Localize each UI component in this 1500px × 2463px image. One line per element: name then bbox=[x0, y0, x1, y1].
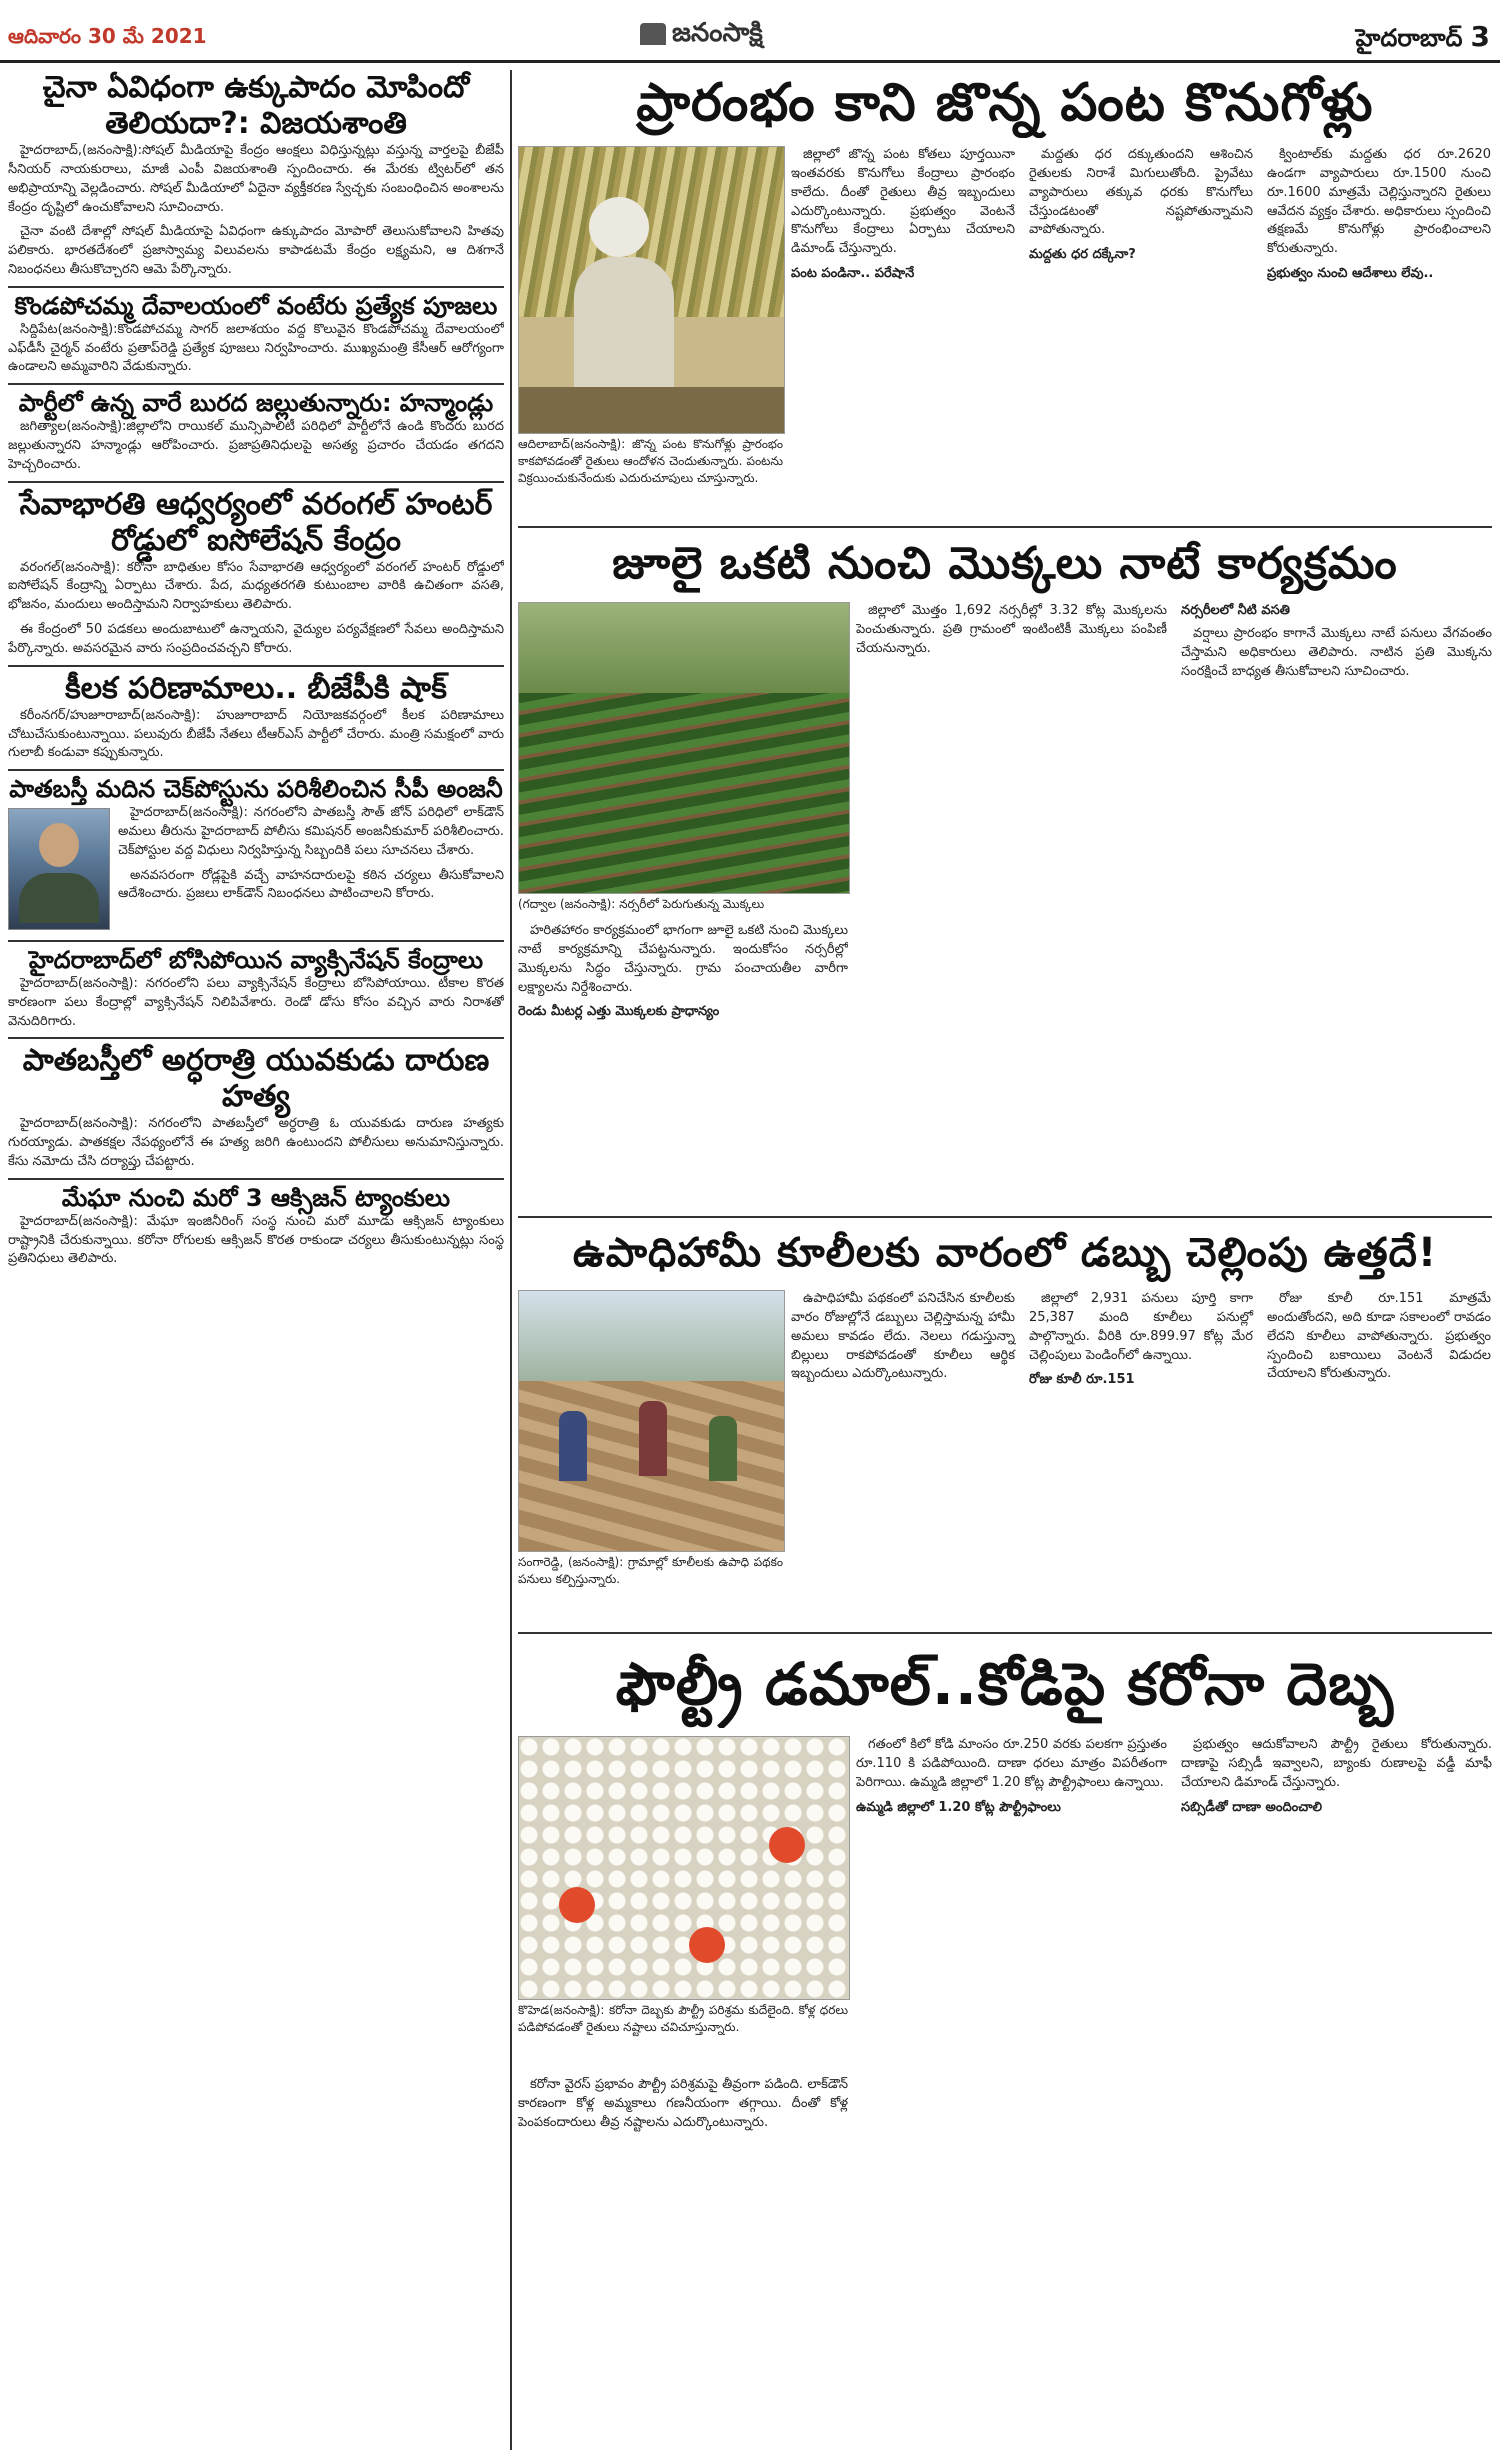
ground-icon bbox=[519, 387, 784, 433]
article-vaccination bbox=[8, 940, 504, 1031]
article-headline: మేఘా నుంచి మరో 3 ఆక్సిజన్‌ ట్యాంకులు bbox=[61, 1183, 451, 1212]
article-body bbox=[8, 1115, 504, 1172]
article-sevabharati bbox=[8, 481, 504, 659]
article-paragraph: రోజు కూలీ రూ.151 మాత్రమే అందుతోందని, అది కూడా సకాలంలో రావడం లేదని కూలీలు వాపోతున్నారు. ప్రభుత్వం స్పందించి బకాయిలు వెంటనే విడుదల చేయాలని కోరుతున్నారు. bbox=[1267, 1291, 1491, 1382]
farmer-turban-icon bbox=[589, 197, 649, 257]
article-body bbox=[791, 1290, 1491, 1392]
article-paragraph: ఈ కేంద్రంలో 50 పడకలు అందుబాటులో ఉన్నాయని, వైద్యుల పర్యవేక్షణలో సేవలు అందిస్తామని పేర్కొన్నారు. అవసరమైన వారు సంప్రదించవచ్చని కోరారు. bbox=[8, 622, 504, 656]
article-paragraph: హైదరాబాద్‌(జనంసాక్షి): మేఘా ఇంజినీరింగ్‌ సంస్థ నుంచి మరో మూడు ఆక్సిజన్‌ ట్యాంకులు రాష్ట్రానికి చేరుకున్నాయి. కరోనా రోగులకు ఆక్సిజన్‌ కొరత రాకుండా చర్యలు తీసుకుంటున్నట్లు సంస్థ ప్రతినిధులు తెలిపారు. bbox=[8, 1213, 504, 1267]
article-paragraph: జిల్లాలో 2,931 పనులు పూర్తి కాగా 25,387 మంది కూలీలు పనుల్లో పాల్గొన్నారు. వీరికి రూ.899.97 కోట్ల మేర చెల్లింపులు పెండింగ్‌లో ఉన్నాయి. bbox=[1029, 1291, 1253, 1363]
article-headline: జూలై ఒకటి నుంచి మొక్కలు నాటే కార్యక్రమం bbox=[612, 538, 1398, 589]
photo-caption: (గద్వాల (జనంసాక్షి): నర్సరీలో పెరుగుతున్న మొక్కలు bbox=[518, 897, 765, 911]
article-body bbox=[8, 418, 504, 475]
jonna-body bbox=[791, 146, 1491, 521]
farmer-body-icon bbox=[574, 257, 674, 387]
nursery-photo bbox=[518, 602, 850, 894]
photo-caption: సంగారెడ్డి, (జనంసాక్షి): గ్రామాల్లో కూలీలకు ఉపాధి పథకం పనులు కల్పిస్తున్నారు. bbox=[518, 1555, 783, 1586]
article-paragraph: జగిత్యాల(జనంసాక్షి):జిల్లాలోని రాయికల్‌ మున్సిపాలిటీ పరిధిలో పార్టీలోనే ఉండి కొందరు బురద జల్లుతున్నారని హన్మాండ్లు ఆరోపించారు. ప్రజాప్రతినిధులపై అసత్య ప్రచారం చేయడం తగదని హెచ్చరించారు. bbox=[8, 419, 504, 472]
article-paragraph: వర్షాలు ప్రారంభం కాగానే మొక్కలు నాటే పనులు వేగవంతం చేస్తామని అధికారులు తెలిపారు. నాటిన ప్రతి మొక్కను సంరక్షించే బాధ్యత తీసుకోవాలని సూచించారు. bbox=[1181, 625, 1492, 679]
trees-background-icon bbox=[519, 603, 849, 693]
article-paragraph: చైనా వంటి దేశాల్లో సోషల్‌ మీడియాపై ఏవిధంగా ఉక్కుపాదం మోపారో తెలుసుకోవాలని హితవు పలికారు. భారతదేశంలో ప్రజాస్వామ్య విలువలను కాపాడటమే కేంద్రం లక్ష్యమని, ఆ దిశగానే నిబంధనలు తీసుకొచ్చారని ఆమె పేర్కొన్నారు. bbox=[8, 224, 504, 278]
jonna-farmer-photo bbox=[518, 146, 785, 434]
article-body bbox=[518, 922, 848, 1022]
article-body bbox=[856, 1736, 1492, 1821]
mokkalu-headline-block bbox=[518, 534, 1492, 594]
edition-city bbox=[1356, 20, 1490, 58]
worker-figure-icon bbox=[639, 1401, 667, 1476]
article-paragraph: గతంలో కిలో కోడి మాంసం రూ.250 వరకు పలకగా ప్రస్తుతం రూ.110 కి పడిపోయింది. దాణా ధరలు మాత్రం విపరీతంగా పెరిగాయి. ఉమ్మడి జిల్లాలో 1.20 కోట్ల పౌల్ట్రీఫాంలు ఉన్నాయి. bbox=[856, 1737, 1167, 1790]
mokkalu-body-right bbox=[856, 602, 1492, 1210]
article-body bbox=[8, 142, 504, 280]
article-megha bbox=[8, 1178, 504, 1269]
article-hanmandlu bbox=[8, 383, 504, 474]
person-head-icon bbox=[39, 823, 79, 867]
article-paragraph: కరీంనగర్‌/హుజూరాబాద్‌(జనంసాక్షి): హుజూరాబాద్‌ నియోజకవర్గంలో కీలక పరిణామాలు చోటుచేసుకుంటున్నాయి. పలువురు బీజేపీ నేతలు టీఆర్‌ఎస్‌ పార్టీలో చేరారు. మంత్రి సమక్షంలో వారు గులాబీ కండువా కప్పుకున్నారు. bbox=[8, 707, 504, 761]
jonna-headline-block bbox=[518, 68, 1492, 138]
article-murder bbox=[8, 1037, 504, 1172]
article-headline: ఉపాధిహామీ కూలీలకు వారంలో డబ్బు చెల్లింపు ఉత్తదే! bbox=[572, 1230, 1438, 1276]
article-paragraph: జిల్లాలో మొత్తం 1,692 నర్సరీల్లో 3.32 కోట్ల మొక్కలను పెంచుతున్నారు. ప్రతి గ్రామంలో ఇంటింటికీ మొక్కలు పంపిణీ చేయనున్నారు. bbox=[856, 603, 1167, 656]
masthead-title: జనంసాక్షి bbox=[672, 18, 763, 48]
page-number: 3 bbox=[1470, 20, 1490, 53]
article-headline: పాతబస్తీలో అర్ధరాత్రి యువకుడు దారుణ హత్య bbox=[22, 1043, 490, 1115]
article-headline: పార్టీలో ఉన్న వారే బురద జల్లుతున్నారు: హన్మాండ్లు bbox=[18, 389, 494, 418]
article-body bbox=[8, 707, 504, 764]
article-kondapochamma bbox=[8, 286, 504, 377]
upadhi-headline-block bbox=[518, 1222, 1492, 1284]
article-subhead: రోజు కూలీ రూ.151 bbox=[1029, 1372, 1135, 1388]
section-divider bbox=[518, 1216, 1492, 1218]
masthead-logo-icon bbox=[640, 23, 666, 45]
article-headline: ప్రారంభం కాని జొన్న పంట కొనుగోళ్లు bbox=[636, 73, 1374, 133]
article-headline: ఫౌల్ట్రీ డమాల్‌..కోడిపై కరోనా దెబ్బ bbox=[615, 1650, 1395, 1718]
masthead bbox=[640, 18, 763, 54]
article-subhead: సబ్సిడీతో దాణా అందించాలి bbox=[1181, 1799, 1323, 1815]
article-paragraph: కరోనా వైరస్‌ ప్రభావం పౌల్ట్రీ పరిశ్రమపై తీవ్రంగా పడింది. లాక్‌డౌన్‌ కారణంగా కోళ్ల అమ్మకాలు గణనీయంగా తగ్గాయి. దీంతో కోళ్ల పెంపకందారులు తీవ్ర నష్టాలను ఎదుర్కొంటున్నారు. bbox=[518, 2077, 848, 2130]
page-header bbox=[0, 8, 1500, 63]
article-paragraph: హైదరాబాద్‌,(జనంసాక్షి):సోషల్‌ మీడియాపై కేంద్రం ఆంక్షలు విధిస్తున్నట్లు వస్తున్న వార్తలపై బీజేపీ సీనియర్‌ నాయకురాలు, మాజీ ఎంపీ విజయశాంతి స్పందించారు. ఈ మేరకు ట్విటర్‌లో తన అభిప్రాయాన్ని వెల్లడించారు. సోషల్‌ మీడియాలో ఏదైనా వ్యక్తీకరణ స్వేచ్ఛకు సంబంధించిన అంశాలను కేంద్రం దృష్టిలో ఉంచుకోవాలని సూచించారు. bbox=[8, 143, 504, 215]
article-paragraph: క్వింటాల్‌కు మద్దతు ధర రూ.2620 ఉండగా వ్యాపారులు రూ.1500 నుంచి రూ.1600 మాత్రమే చెల్లిస్తున్నారని రైతులు ఆవేదన వ్యక్తం చేశారు. అధికారులు స్పందించి తక్షణమే కొనుగోళ్లు ప్రారంభించాలని కోరుతున్నారు. bbox=[1267, 147, 1491, 257]
person-body-icon bbox=[19, 873, 99, 923]
article-paragraph: ప్రభుత్వం ఆదుకోవాలని పౌల్ట్రీ రైతులు కోరుతున్నారు. దాణాపై సబ్సిడీ ఇవ్వాలని, బ్యాంకు రుణాలపై వడ్డీ మాఫీ చేయాలని డిమాండ్‌ చేస్తున్నారు. bbox=[1181, 1737, 1492, 1790]
article-subhead: మద్దతు ధర దక్కేనా? bbox=[1029, 247, 1136, 263]
upadhi-body bbox=[791, 1290, 1491, 1626]
red-feeder-icon bbox=[769, 1827, 805, 1863]
article-headline: కొండపోచమ్మ దేవాలయంలో వంటేరు ప్రత్యేక పూజలు bbox=[14, 291, 498, 320]
poultry-headline-block bbox=[518, 1640, 1492, 1728]
poultry-body-left bbox=[518, 2076, 848, 2456]
article-body bbox=[791, 146, 1491, 284]
issue-date: ఆదివారం 30 మే 2021 bbox=[8, 24, 207, 48]
upadhi-caption bbox=[518, 1554, 783, 1626]
article-subhead: పంట పండినా.. పరేషానే bbox=[791, 266, 915, 282]
worker-figure-icon bbox=[559, 1411, 587, 1481]
article-paragraph: మద్దతు ధర దక్కుతుందని ఆశించిన రైతులకు నిరాశే మిగులుతోంది. ప్రైవేటు వ్యాపారులు తక్కువ ధరకు కొనుగోలు చేస్తుండటంతో నష్టపోతున్నామని వాపోతున్నారు. bbox=[1029, 147, 1253, 238]
article-paragraph: హైదరాబాద్‌(జనంసాక్షి): నగరంలోని పలు వ్యాక్సినేషన్‌ కేంద్రాలు బోసిపోయాయి. టీకాల కొరత కారణంగా పలు కేంద్రాల్లో వ్యాక్సినేషన్‌ నిలిపివేశారు. రెండో డోసు కోసం వచ్చిన వారు నిరాశతో వెనుదిరిగారు. bbox=[8, 975, 504, 1029]
article-headline: హైదరాబాద్‌లో బోసిపోయిన వ్యాక్సినేషన్‌ కేంద్రాలు bbox=[28, 946, 484, 975]
column-divider bbox=[510, 70, 512, 2450]
article-paragraph: హైదరాబాద్‌(జనంసాక్షి): నగరంలోని పాతబస్తీ సౌత్‌ జోన్‌ పరిధిలో లాక్‌డౌన్‌ అమలు తీరును హైదరాబాద్‌ పోలీసు కమిషనర్‌ అంజనీకుమార్‌ పరిశీలించారు. చెక్‌పోస్టుల వద్ద విధులు నిర్వహిస్తున్న సిబ్బందికి పలు సూచనలు చేశారు. bbox=[118, 805, 504, 858]
article-paragraph: వరంగల్‌(జనంసాక్షి): కరోనా బాధితుల కోసం సేవాభారతి ఆధ్వర్యంలో వరంగల్‌ హంటర్‌ రోడ్డులో ఐసోలేషన్‌ కేంద్రాన్ని ఏర్పాటు చేశారు. పేద, మధ్యతరగతి కుటుంబాల వారికి ఉచితంగా వసతి, భోజనం, మందులు అందిస్తామని నిర్వాహకులు తెలిపారు. bbox=[8, 559, 504, 613]
article-subhead: నర్సరీలలో నీటి వసతి bbox=[1181, 603, 1290, 618]
article-paragraph: హైదరాబాద్‌(జనంసాక్షి): నగరంలోని పాతబస్తీలో అర్ధరాత్రి ఓ యువకుడు దారుణ హత్యకు గురయ్యాడు. పాతకక్షల నేపథ్యంలోనే ఈ హత్య జరిగి ఉంటుందని పోలీసులు అనుమానిస్తున్నారు. కేసు నమోదు చేసి దర్యాప్తు చేపట్టారు. bbox=[8, 1116, 504, 1170]
article-paragraph: అనవసరంగా రోడ్లపైకి వచ్చే వాహనదారులపై కఠిన చర్యలు తీసుకోవాలని ఆదేశించారు. ప్రజలు లాక్‌డౌన్‌ నిబంధనలు పాటించాలని కోరారు. bbox=[118, 867, 504, 902]
article-paragraph: ఉపాధిహామీ పథకంలో పనిచేసిన కూలీలకు వారం రోజుల్లోనే డబ్బులు చెల్లిస్తామన్న హామీ అమలు కావడం లేదు. నెలలు గడుస్తున్నా బిల్లులు రాకపోవడంతో కూలీలు ఆర్థిక ఇబ్బందులు ఎదుర్కొంటున్నారు. bbox=[791, 1291, 1015, 1382]
article-headline: సేవాభారతి ఆధ్వర్యంలో వరంగల్‌ హంటర్‌ రోడ్డులో ఐసోలేషన్‌ కేంద్రం bbox=[19, 486, 493, 558]
article-subhead: ఉమ్మడి జిల్లాలో 1.20 కోట్ల పౌల్ట్రీఫాంలు bbox=[856, 1799, 1061, 1815]
photo-caption: ఆదిలాబాద్‌(జనంసాక్షి): జొన్న పంట కొనుగోళ్లు ప్రారంభం కాకపోవడంతో రైతులు ఆందోళన చెందుతున్నారు. పంటను విక్రయించుకునేందుకు ఎదురుచూపులు చూస్తున్నారు. bbox=[518, 437, 783, 485]
seedling-rows-icon bbox=[519, 693, 849, 893]
chickens-crowd-icon bbox=[519, 1737, 849, 1999]
section-divider bbox=[518, 1632, 1492, 1634]
article-paragraph: హరితహారం కార్యక్రమంలో భాగంగా జూలై ఒకటి నుంచి మొక్కలు నాటే కార్యక్రమాన్ని చేపట్టనున్నారు. ఇందుకోసం నర్సరీల్లో మొక్కలను సిద్ధం చేస్తున్నారు. గ్రామ పంచాయతీల వారీగా లక్ష్యాలను నిర్దేశించారు. bbox=[518, 923, 848, 995]
mokkalu-caption bbox=[518, 896, 848, 920]
worker-figure-icon bbox=[709, 1416, 737, 1481]
article-paragraph: జిల్లాలో జొన్న పంట కోతలు పూర్తయినా ఇంతవరకు కొనుగోలు కేంద్రాలు ప్రారంభం కాలేదు. దీంతో రైతులు తీవ్ర ఇబ్బందులు ఎదుర్కొంటున్నారు. ప్రభుత్వం వెంటనే కొనుగోలు కేంద్రాలు ఏర్పాటు చేయాలని డిమాండ్‌ చేస్తున్నారు. bbox=[791, 147, 1015, 257]
article-body bbox=[8, 321, 504, 378]
section-divider bbox=[518, 526, 1492, 528]
mokkalu-body-left bbox=[518, 922, 848, 1210]
article-cp-anjani bbox=[8, 769, 504, 934]
article-body bbox=[8, 1213, 504, 1270]
photo-caption: కొహెడ(జనంసాక్షి): కరోనా దెబ్బకు పౌల్ట్రీ పరిశ్రమ కుదేలైంది. కోళ్ల ధరలు పడిపోవడంతో రైతులు నష్టాలు చవిచూస్తున్నారు. bbox=[518, 2003, 848, 2034]
article-subhead: రెండు మీటర్ల ఎత్తు మొక్కలకు ప్రాధాన్యం bbox=[518, 1004, 720, 1020]
cp-anjani-photo bbox=[8, 808, 110, 930]
article-subhead: ప్రభుత్వం నుంచి ఆదేశాలు లేవు.. bbox=[1267, 266, 1434, 282]
article-body bbox=[8, 559, 504, 659]
article-body bbox=[8, 975, 504, 1032]
article-headline: కీలక పరిణామాలు.. బీజేపీకి షాక్‌ bbox=[65, 670, 447, 706]
left-column bbox=[8, 70, 504, 2455]
red-feeder-icon bbox=[559, 1887, 595, 1923]
upadhi-workers-photo bbox=[518, 1290, 785, 1552]
article-paragraph: సిద్దిపేట(జనంసాక్షి):కొండపోచమ్మ సాగర్‌ జలాశయం వద్ద కొలువైన కొండపోచమ్మ దేవాలయంలో ఎఫ్‌డీసీ చైర్మన్‌ వంటేరు ప్రతాప్‌రెడ్డి ప్రత్యేక పూజలు నిర్వహించారు. ముఖ్యమంత్రి కేసీఆర్‌ ఆరోగ్యంగా ఉండాలని అమ్మవారిని వేడుకున్నారు. bbox=[8, 321, 504, 375]
article-body bbox=[856, 602, 1492, 681]
article-bjp-shock bbox=[8, 665, 504, 764]
article-headline: పాతబస్తీ మదిన చెక్‌పోస్టును పరిశీలించిన సీపీ అంజనీ bbox=[9, 775, 503, 804]
article-vijayashanti bbox=[8, 70, 504, 280]
poultry-body-right bbox=[856, 1736, 1492, 2456]
city-name: హైదరాబాద్ bbox=[1355, 24, 1463, 52]
poultry-farm-photo bbox=[518, 1736, 850, 2000]
article-body bbox=[518, 2076, 848, 2133]
sky-icon bbox=[519, 1291, 784, 1381]
article-headline: చైనా ఏవిధంగా ఉక్కుపాదం మోపిందో తెలియదా?: విజయశాంతి bbox=[42, 70, 470, 141]
red-feeder-icon bbox=[689, 1927, 725, 1963]
jonna-caption bbox=[518, 436, 783, 520]
poultry-caption bbox=[518, 2002, 848, 2072]
